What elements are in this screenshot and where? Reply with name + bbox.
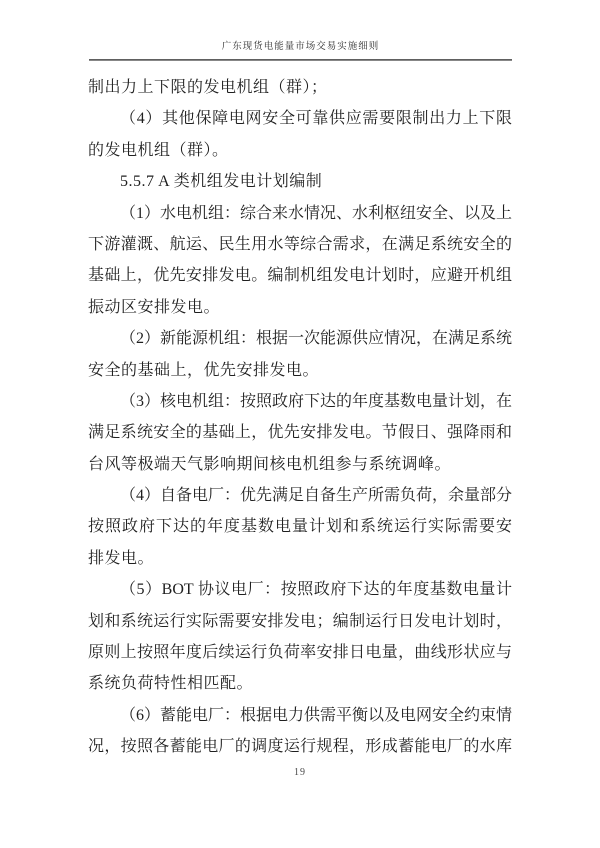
header-rule: [89, 59, 512, 61]
text-line: 系统负荷特性相匹配。: [88, 675, 254, 693]
text-line: （1）水电机组：综合来水情况、水利枢纽安全、以及上: [120, 204, 513, 222]
page-header: [89, 38, 512, 58]
text-line: 的发电机组（群）。: [88, 141, 229, 159]
text-line: 下游灌溉、航运、民生用水等综合需求，在满足系统安全的: [88, 235, 512, 253]
text-line: 排发电。: [88, 549, 155, 567]
text-line: 制出力上下限的发电机组（群）；: [88, 79, 328, 96]
text-line: 原则上按照年度后续运行负荷率安排日电量，曲线形状应与: [88, 644, 512, 662]
text-line: （4）自备电厂：优先满足自备生产所需负荷，余量部分: [120, 487, 513, 505]
header-title: 广东现货电能量市场交易实施细则: [221, 42, 380, 52]
text-line: 划和系统运行实际需要安排发电；编制运行日发电计划时，: [88, 612, 512, 630]
text-line: 台风等极端天气影响期间核电机组参与系统调峰。: [88, 455, 452, 473]
text-line: （6）蓄能电厂：根据电力供需平衡以及电网安全约束情: [120, 706, 513, 724]
text-line: 满足系统安全的基础上，优先安排发电。节假日、强降雨和: [88, 424, 512, 442]
text-line: （5）BOT 协议电厂：按照政府下达的年度基数电量计: [120, 581, 512, 599]
text-line: 况，按照各蓄能电厂的调度运行规程，形成蓄能电厂的水库: [88, 738, 512, 756]
text-line: 按照政府下达的年度基数电量计划和系统运行实际需要安: [88, 518, 512, 536]
text-line: （3）核电机组：按照政府下达的年度基数电量计划，在: [120, 392, 513, 410]
text-line: 安全的基础上，优先安排发电。: [88, 361, 320, 379]
text-line: （2）新能源机组：根据一次能源供应情况，在满足系统: [120, 330, 513, 348]
text-line: 5.5.7 A 类机组发电计划编制: [120, 173, 323, 191]
body-lines: [88, 72, 512, 763]
page-number: 19: [294, 767, 306, 778]
text-line: 基础上，优先安排发电。编制机组发电计划时，应避开机组: [88, 267, 512, 285]
text-line: （4）其他保障电网安全可靠供应需要限制出力上下限: [120, 110, 512, 128]
text-line: 振动区安排发电。: [88, 298, 221, 316]
